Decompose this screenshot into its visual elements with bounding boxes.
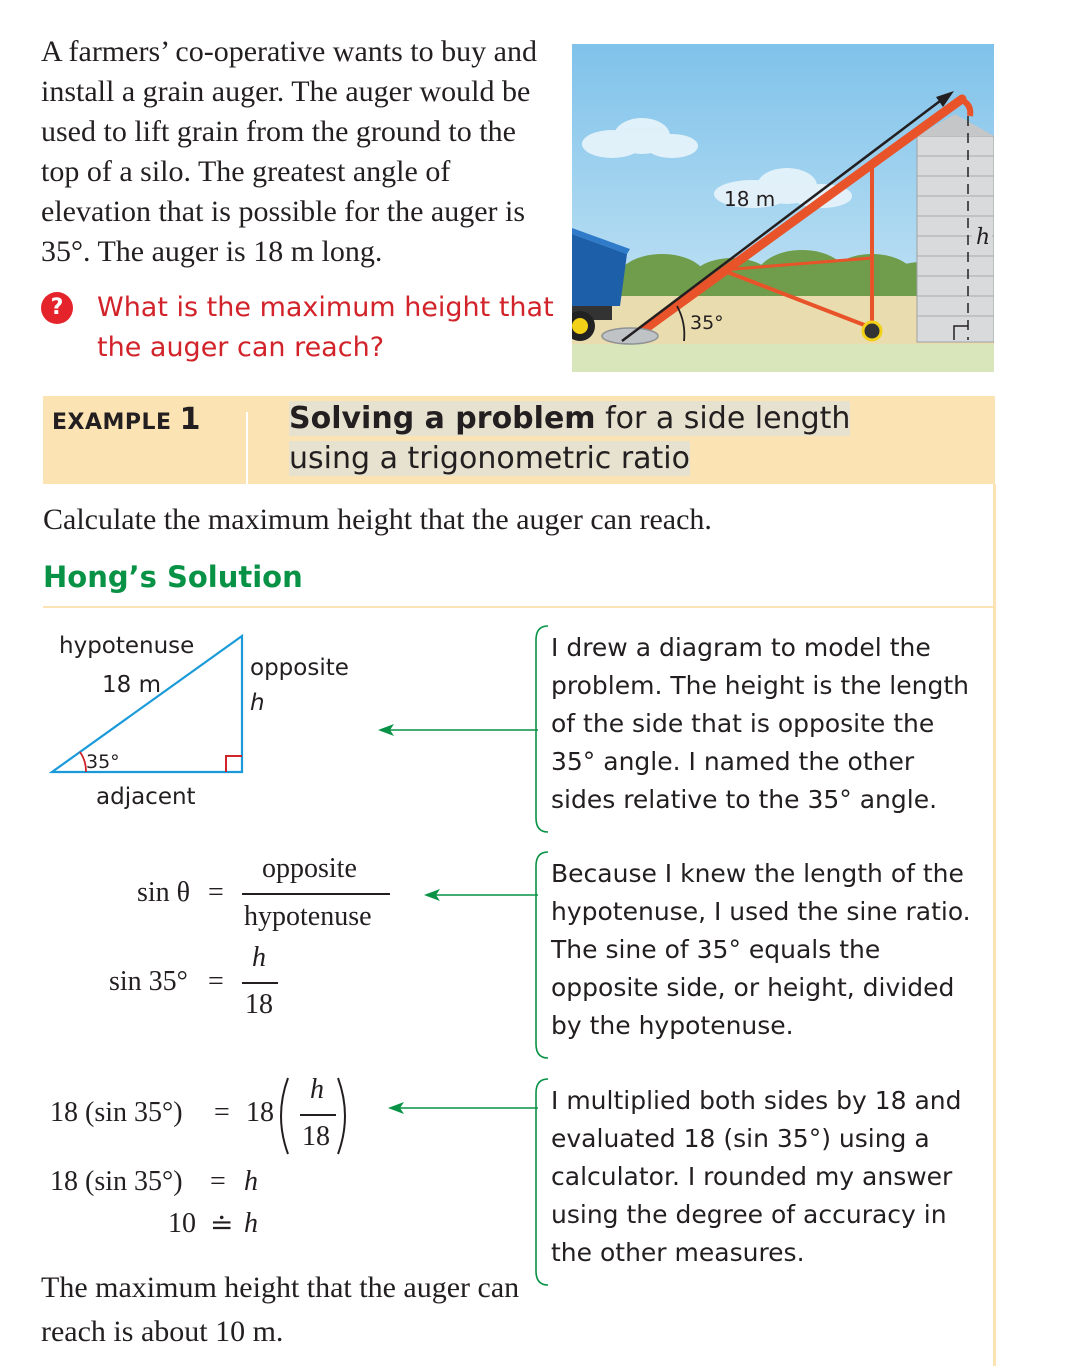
example-title-bold: Solving a problem: [289, 401, 596, 436]
callout-arrow-1: [378, 722, 538, 738]
fraction-bar-2: [242, 982, 278, 984]
opposite-label: opposite: [250, 655, 349, 681]
ground: [572, 344, 994, 372]
example-title: [289, 399, 929, 479]
angle-label: 35°: [690, 312, 724, 334]
example-label: [52, 402, 201, 437]
solution-rule: [43, 606, 993, 608]
intro-paragraph: A farmers’ co-operative wants to buy and install a grain auger. The auger would be used to lift grain from the ground to the top of a silo. The greatest angle of elevation that is possible for the auger is 35°. The auger is 18 m long.: [41, 35, 537, 268]
adjacent-label: adjacent: [96, 784, 196, 810]
step1-numerator: opposite: [262, 853, 357, 884]
solution-title: Hong’s Solution: [43, 560, 303, 594]
step1-lhs: sin θ: [137, 877, 191, 908]
step2-numerator: h: [252, 942, 266, 973]
step2-denominator: 18: [245, 989, 273, 1020]
equals-sign-3: =: [214, 1097, 230, 1128]
fraction-bar-3: [300, 1114, 336, 1116]
example-separator: [246, 412, 248, 484]
hypotenuse-label: hypotenuse: [59, 633, 195, 659]
callout-3: I multiplied both sides by 18 and evaluated 18 (sin 35°) using a calculator. I rounded my answer using the degree of accuracy in the other measures.: [551, 1086, 962, 1267]
side-rule: [993, 484, 996, 1366]
callout-1: I drew a diagram to model the problem. The height is the length of the side that is opposite the 35° angle. I named the other sides relative to the 35° angle.: [551, 633, 969, 814]
triangle-diagram: [40, 620, 370, 820]
equals-sign-4: =: [210, 1166, 226, 1197]
example-number: 1: [179, 402, 201, 437]
step1-denominator: hypotenuse: [244, 901, 372, 932]
step3-lhs: 18 (sin 35°): [50, 1097, 183, 1128]
step4-lhs: 18 (sin 35°): [50, 1166, 183, 1197]
question-text: What is the maximum height that the auger can reach?: [97, 292, 554, 363]
callout-bracket-1: [528, 624, 550, 834]
step4-rhs: h: [244, 1166, 258, 1197]
hypotenuse-value: 18 m: [102, 672, 161, 698]
conclusion: The maximum height that the auger can reach is about 10 m.: [41, 1271, 520, 1348]
task-text: Calculate the maximum height that the auger can reach.: [43, 503, 712, 536]
auger-silo-illustration: [572, 44, 994, 372]
step5-lhs: 10: [168, 1208, 196, 1239]
question-icon: ?: [41, 292, 73, 324]
callout-bracket-2: [528, 850, 550, 1060]
example-title-rest: for a side length: [595, 401, 851, 436]
length-label: 18 m: [724, 187, 776, 211]
example-title-line2: using a trigonometric ratio: [289, 441, 691, 476]
approx-sign: ≐: [210, 1210, 234, 1241]
callout-2: Because I knew the length of the hypotenuse, I used the sine ratio. The sine of 35° equals the opposite side, or height, divided by the hypotenuse.: [551, 859, 971, 1040]
step3-numerator: h: [310, 1074, 324, 1105]
equals-sign-2: =: [208, 966, 224, 997]
step5-rhs: h: [244, 1208, 258, 1239]
equals-sign-1: =: [208, 877, 224, 908]
opposite-value: h: [250, 690, 265, 716]
height-label: h: [976, 225, 991, 250]
step3-denominator: 18: [302, 1121, 330, 1152]
callout-arrow-3: [388, 1100, 538, 1116]
right-angle-mark: [226, 756, 242, 772]
step3-coefficient: 18: [246, 1097, 274, 1128]
step2-lhs: sin 35°: [109, 966, 188, 997]
fraction-bar-1: [242, 893, 390, 895]
angle-value: 35°: [86, 751, 120, 773]
callout-arrow-2: [424, 887, 538, 903]
callout-bracket-3: [528, 1077, 550, 1287]
example-label-text: EXAMPLE: [52, 410, 172, 435]
